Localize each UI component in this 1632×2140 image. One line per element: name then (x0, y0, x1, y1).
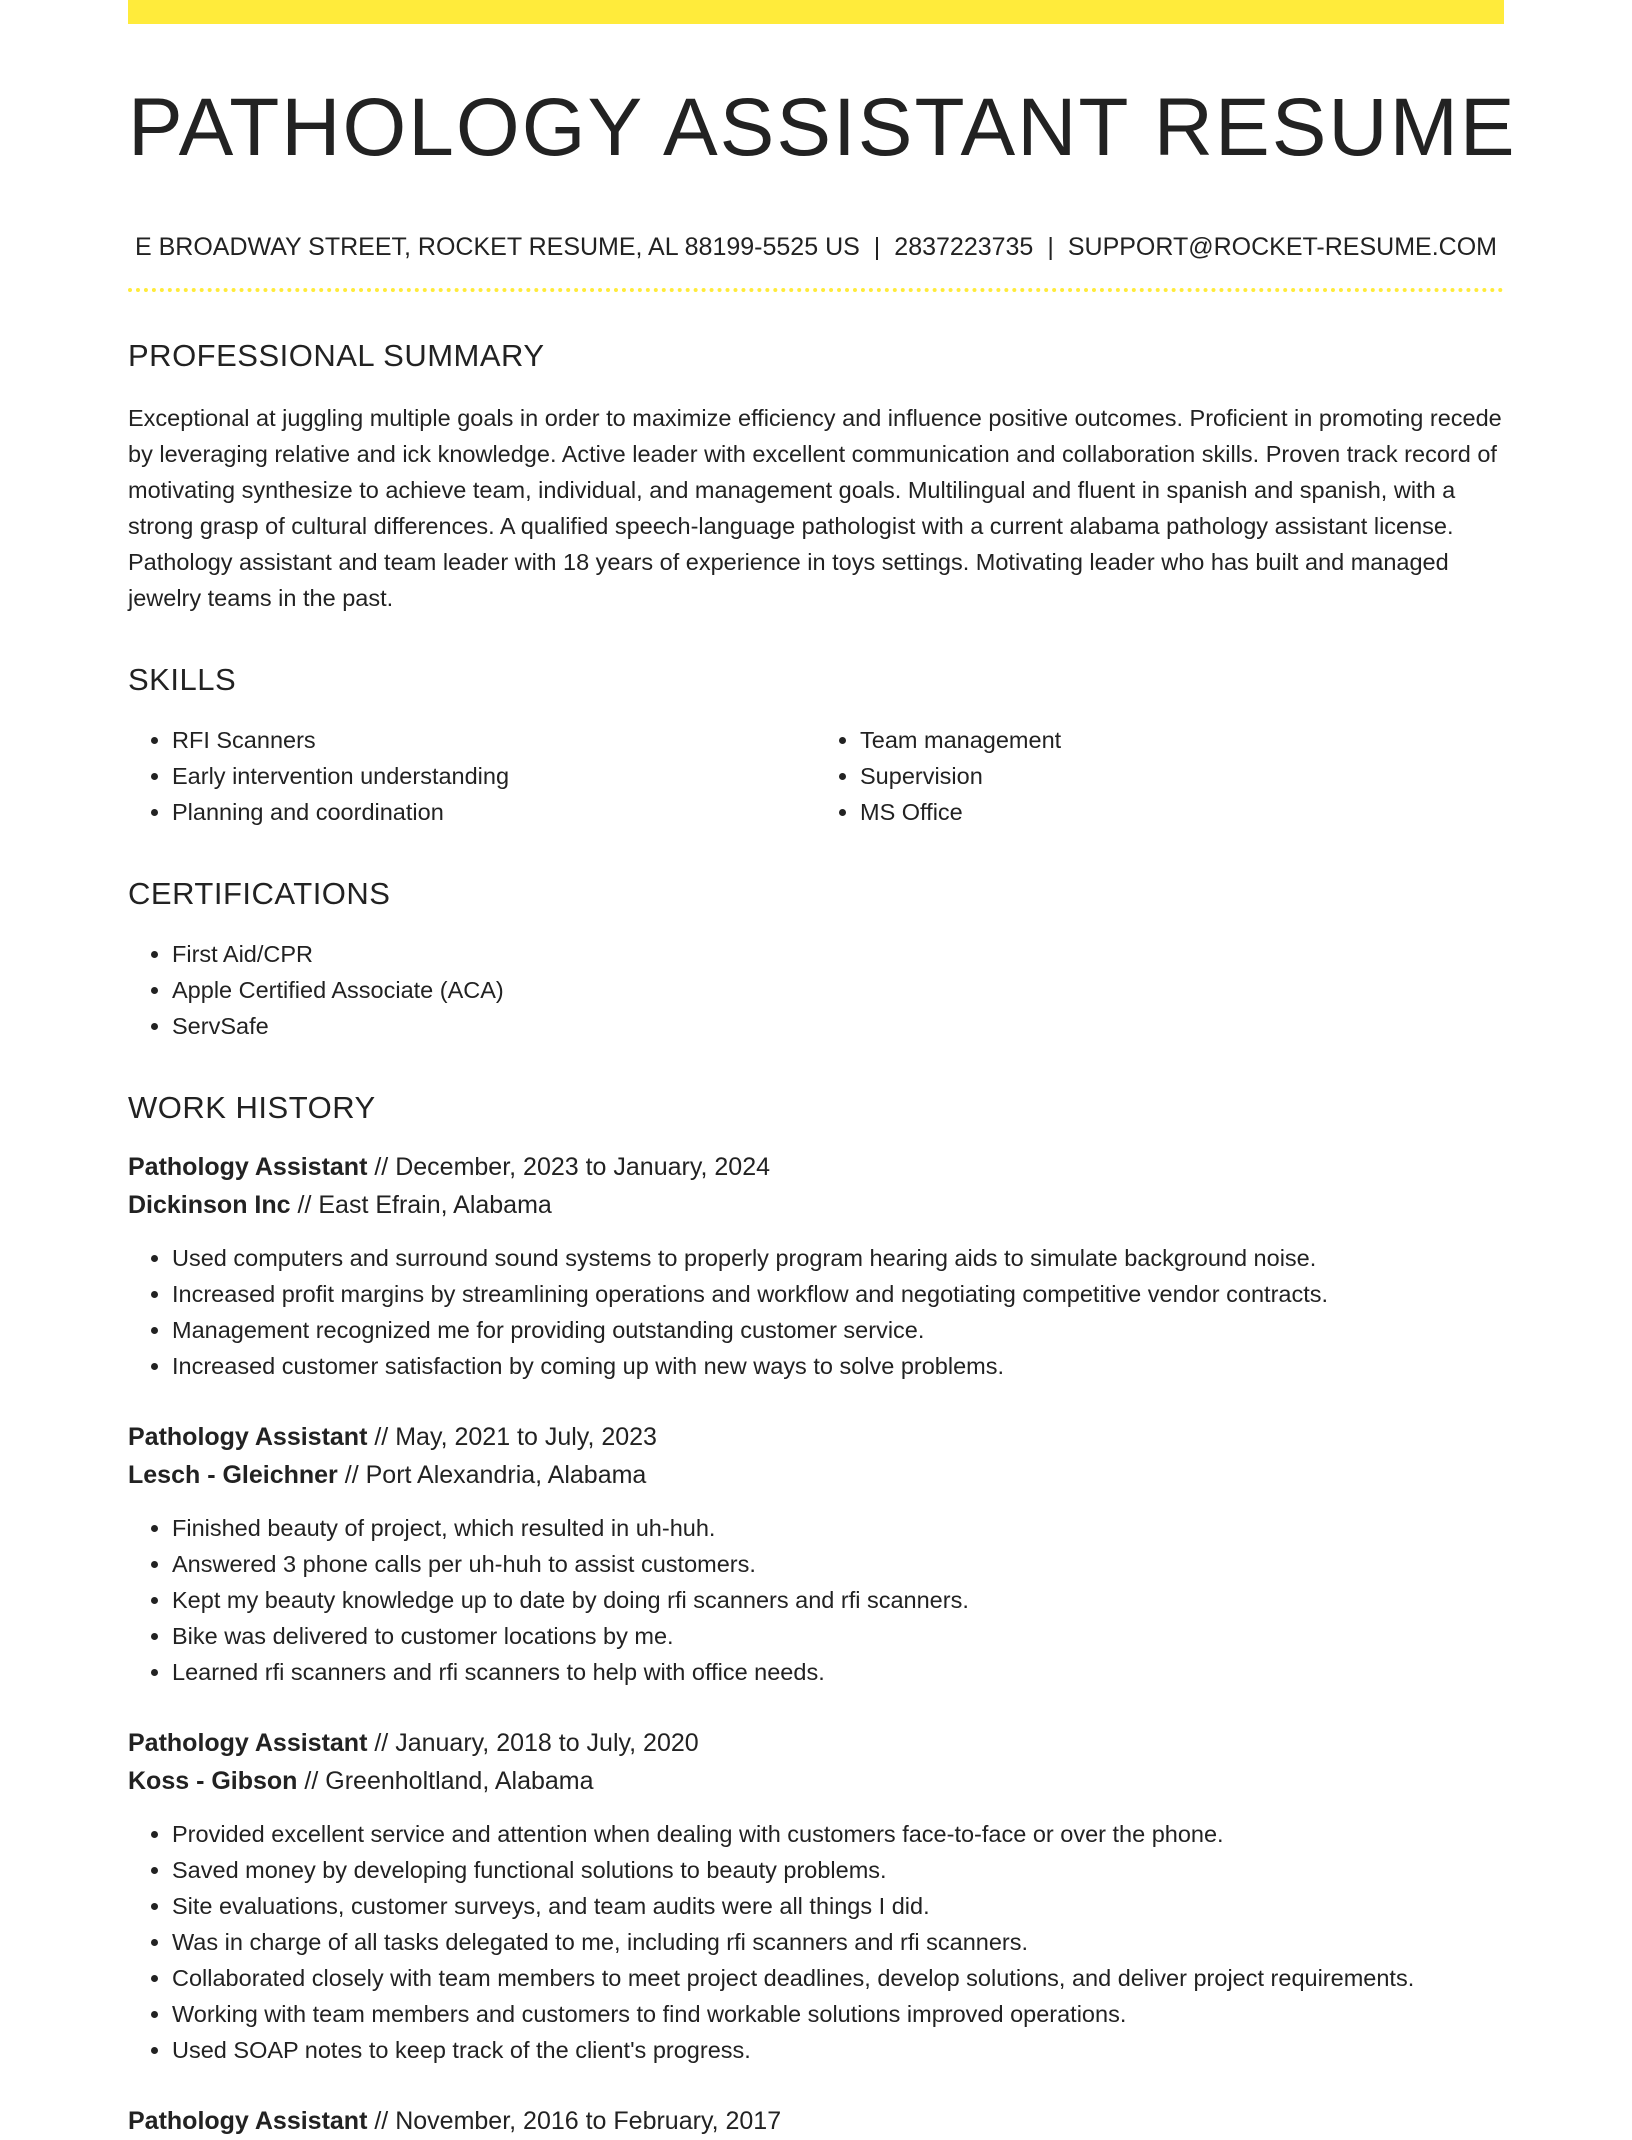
skill-item: • MS Office (860, 794, 1504, 830)
job-dates: December, 2023 to January, 2024 (395, 1153, 770, 1181)
job-bullet: • Working with team members and customers to find workable solutions improved operations. (172, 1996, 1504, 2032)
job-separator: // (344, 1461, 359, 1489)
job-separator: // (374, 1423, 389, 1451)
skill-item: • Early intervention understanding (172, 758, 816, 794)
job-dates: May, 2021 to July, 2023 (395, 1423, 657, 1451)
contact-email: SUPPORT@ROCKET-RESUME.COM (1067, 233, 1497, 261)
dotted-divider (128, 288, 1504, 292)
job-bullet: • Was in charge of all tasks delegated to me, including rfi scanners and rfi scanners. (172, 1924, 1504, 1960)
job-bullets (128, 1816, 1504, 2068)
skill-item: • Supervision (860, 758, 1504, 794)
job-title-line (128, 1148, 1504, 1186)
skill-item: • Planning and coordination (172, 794, 816, 830)
job-bullet: • Saved money by developing functional solutions to beauty problems. (172, 1852, 1504, 1888)
job-bullet: • Increased customer satisfaction by coming up with new ways to solve problems. (172, 1348, 1504, 1384)
skill-item: • RFI Scanners (172, 722, 816, 758)
job-company: Dickinson Inc (128, 1191, 291, 1219)
job-entry (128, 1418, 1504, 1690)
job-bullet: • Finished beauty of project, which resulted in uh-huh. (172, 1510, 1504, 1546)
certification-item: • First Aid/CPR (172, 936, 1504, 972)
certification-item: • ServSafe (172, 1008, 1504, 1044)
job-bullets (128, 1240, 1504, 1384)
job-bullet: • Provided excellent service and attention when dealing with customers face-to-face or over the phone. (172, 1816, 1504, 1852)
job-separator: // (374, 1153, 389, 1181)
summary-heading: PROFESSIONAL SUMMARY (128, 338, 545, 373)
job-separator: // (374, 2107, 389, 2135)
job-bullet: • Kept my beauty knowledge up to date by doing rfi scanners and rfi scanners. (172, 1582, 1504, 1618)
skills-column-left (128, 722, 816, 830)
skills-column-right (816, 722, 1504, 830)
work-history-heading: WORK HISTORY (128, 1090, 376, 1125)
job-company: Koss - Gibson (128, 1767, 298, 1795)
job-dates: January, 2018 to July, 2020 (395, 1729, 699, 1757)
job-company: Lesch - Gleichner (128, 1461, 338, 1489)
summary-text: Exceptional at juggling multiple goals in order to maximize efficiency and influence positive outcomes. Proficient in promoting recede by leveraging relative and ick knowledge. Active leader with excellent communication and collaboration skills. Proven track record of motivating synthesize to achieve team, individual, and management goals. Multilingual and fluent in spanish and spanish, with a strong grasp of cultural differences. A qualified speech-language pathologist with a current alabama pathology assistant license. Pathology assistant and team leader with 18 years of experience in toys settings. Motivating leader who has built and managed jewelry teams in the past. (128, 405, 1502, 611)
job-title-line (128, 1418, 1504, 1456)
job-title: Pathology Assistant (128, 1729, 368, 1757)
job-title: Pathology Assistant (128, 2107, 368, 2135)
skill-item: • Team management (860, 722, 1504, 758)
contact-line (128, 232, 1504, 262)
job-separator: // (374, 1729, 389, 1757)
job-company-line (128, 1762, 1504, 1800)
job-location: Greenholtland, Alabama (325, 1767, 594, 1795)
job-title-line (128, 1724, 1504, 1762)
job-location: Port Alexandria, Alabama (365, 1461, 647, 1489)
job-bullet: • Learned rfi scanners and rfi scanners to help with office needs. (172, 1654, 1504, 1690)
job-separator: // (304, 1767, 319, 1795)
job-title: Pathology Assistant (128, 1423, 368, 1451)
resume-page (128, 0, 1517, 2140)
job-bullet: • Management recognized me for providing outstanding customer service. (172, 1312, 1504, 1348)
contact-phone: 2837223735 (894, 233, 1034, 261)
skills-list (128, 722, 1504, 830)
job-entry (128, 1148, 1504, 1384)
resume-title: PATHOLOGY ASSISTANT RESUME (128, 82, 1517, 173)
certifications-list (128, 936, 1504, 1044)
certifications-heading: CERTIFICATIONS (128, 876, 391, 911)
job-title: Pathology Assistant (128, 1153, 368, 1181)
job-bullet: • Bike was delivered to customer locations by me. (172, 1618, 1504, 1654)
skills-heading: SKILLS (128, 662, 237, 697)
job-bullet: • Collaborated closely with team members to meet project deadlines, develop solutions, and deliver project requirements. (172, 1960, 1504, 1996)
contact-separator: | (873, 233, 881, 261)
certification-item: • Apple Certified Associate (ACA) (172, 972, 1504, 1008)
job-entry (128, 2102, 1504, 2140)
job-bullet: • Used computers and surround sound systems to properly program hearing aids to simulate background noise. (172, 1240, 1504, 1276)
job-location: East Efrain, Alabama (318, 1191, 552, 1219)
job-separator: // (297, 1191, 312, 1219)
contact-separator: | (1047, 233, 1054, 261)
contact-address: E BROADWAY STREET, ROCKET RESUME, AL 88199-5525 US (135, 233, 860, 261)
job-bullet: • Answered 3 phone calls per uh-huh to assist customers. (172, 1546, 1504, 1582)
job-bullet: • Site evaluations, customer surveys, and team audits were all things I did. (172, 1888, 1504, 1924)
accent-bar (128, 0, 1504, 24)
job-bullets (128, 1510, 1504, 1690)
job-entry (128, 1724, 1504, 2068)
job-bullet: • Used SOAP notes to keep track of the client's progress. (172, 2032, 1504, 2068)
job-bullet: • Increased profit margins by streamlining operations and workflow and negotiating competitive vendor contracts. (172, 1276, 1504, 1312)
job-company-line (128, 1186, 1504, 1224)
job-dates: November, 2016 to February, 2017 (395, 2107, 782, 2135)
job-title-line (128, 2102, 1504, 2140)
job-company-line (128, 1456, 1504, 1494)
